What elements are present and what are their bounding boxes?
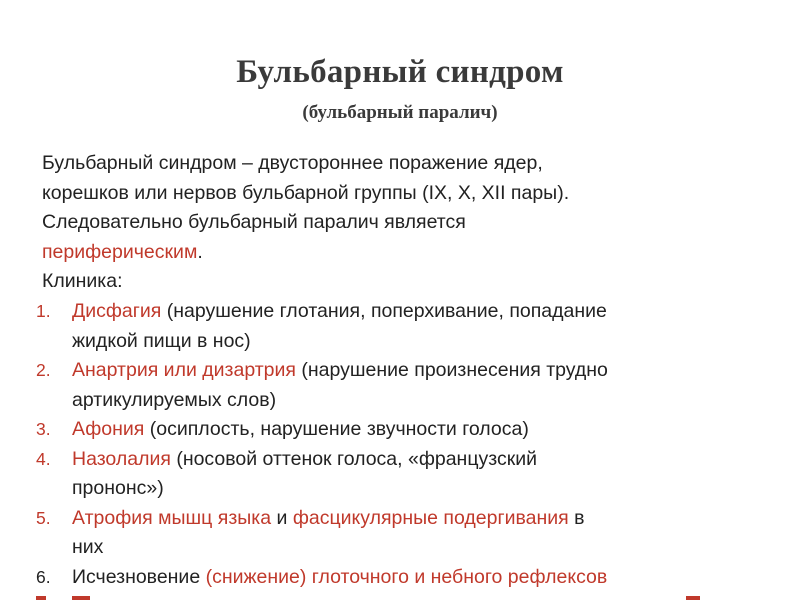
intro-line: Следовательно бульбарный паралич является [42, 211, 466, 233]
symptom-desc: них [72, 536, 104, 558]
symptom-term: Афония [72, 418, 145, 440]
symptom-term: Анартрия или дизартрия [72, 359, 296, 381]
symptom-desc: (носовой оттенок голоса, «французский [170, 447, 538, 470]
highlight-term: периферическим [42, 240, 198, 263]
list-item [36, 504, 756, 563]
symptom-desc: в [568, 506, 585, 529]
list-number: 5. [36, 507, 51, 528]
list-number: 3. [36, 419, 51, 439]
slide-subtitle: (бульбарный паралич) [302, 102, 498, 123]
symptom-desc: артикулируемых слов) [72, 388, 277, 411]
list-item [36, 297, 756, 356]
intro-paragraph [42, 149, 762, 297]
intro-line [42, 238, 762, 268]
symptom-term: Дисфагия [72, 300, 162, 322]
cutoff-fragment [72, 596, 90, 600]
list-number: 1. [36, 301, 51, 321]
list-item [36, 356, 756, 415]
cutoff-fragment [36, 596, 46, 600]
list-number: 4. [36, 448, 51, 469]
list-number: 6. [36, 566, 51, 587]
symptom-term: Атрофия мышц языка [72, 506, 272, 529]
symptom-list [36, 297, 756, 592]
list-item [36, 415, 756, 445]
intro-line: Бульбарный синдром – двустороннее поражение ядер, [42, 152, 543, 174]
symptom-desc: жидкой пищи в нос) [72, 329, 251, 352]
symptom-desc: (нарушение произнесения трудно [295, 359, 608, 381]
symptom-desc: (осиплость, нарушение звучности голоса) [144, 418, 529, 440]
list-item [36, 445, 756, 504]
intro-punct: . [197, 240, 203, 263]
cutoff-next-item [36, 588, 736, 600]
symptom-desc: Исчезновение [72, 565, 206, 588]
symptom-conj: и [271, 506, 293, 529]
intro-line: корешков или нервов бульбарной группы (IX, X, XII пары). [42, 181, 570, 204]
symptom-desc: (нарушение глотания, поперхивание, попадание [161, 300, 607, 322]
symptom-term: (снижение) глоточного и небного рефлексов [205, 565, 608, 588]
symptom-term: фасцикулярные подергивания [292, 506, 569, 529]
clinic-label: Клиника: [42, 270, 123, 292]
cutoff-fragment [686, 596, 700, 600]
list-number: 2. [36, 360, 51, 380]
symptom-term: Назолалия [72, 447, 171, 470]
symptom-desc: прононс») [72, 477, 164, 499]
slide-title: Бульбарный синдром [236, 54, 564, 90]
